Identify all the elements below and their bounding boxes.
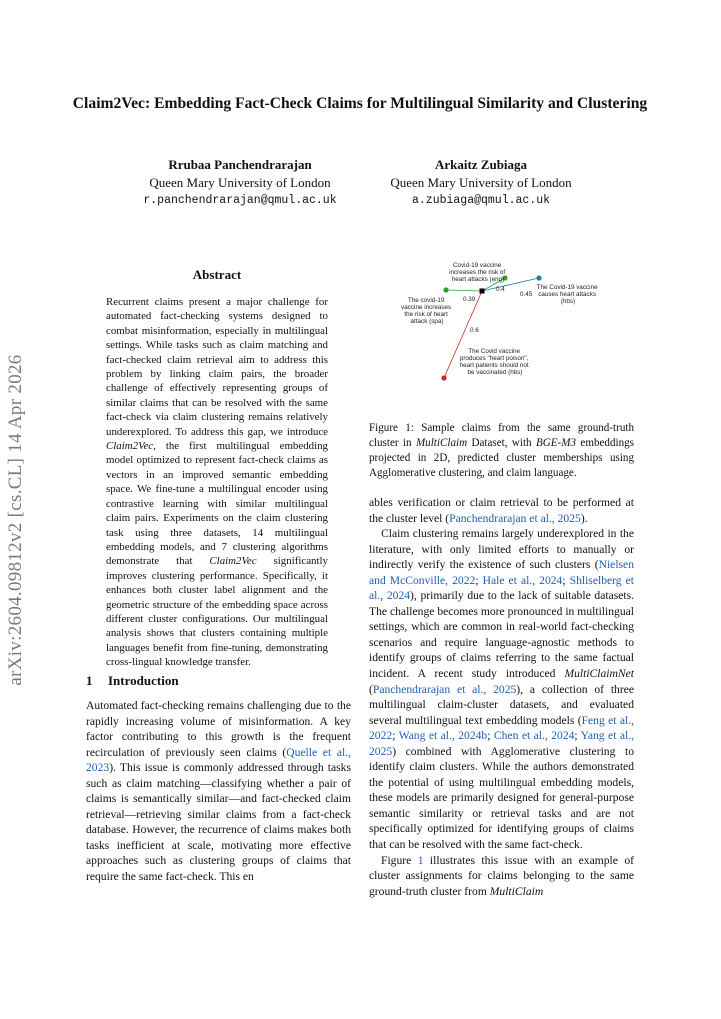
citation-link[interactable]: Yang et al., 2025 — [369, 729, 635, 758]
intro-paragraph-left: Automated fact-checking remains challenging due to the rapidly increasing volume of misinformation. A key factor contributing to this growth is the frequent recirculation of previously seen claims (Quelle et al., 2023). This issue is commonly addressed through tasks such as claim matching—classifying whether a pair of claims is semantically similar—and fact-checked claim retrieval—retrieving similar claims from a fact-check database. However, the recurrence of claims makes both tasks inefficient at scale, motivating more effective approaches such as clustering groups of claims that require the same fact-check. This en — [86, 699, 351, 884]
figure-reference-link[interactable]: 1 — [417, 853, 424, 867]
author-email[interactable]: r.panchendrarajan@qmul.ac.uk — [143, 194, 337, 207]
figure-1 — [400, 258, 620, 388]
abstract-body: Recurrent claims present a major challenge for automated fact-checking systems designed to combat misinformation, especially in multilingual settings. While tasks such as claim matching and fact-checked claim retrieval aim to address this problem by linking claim pairs, the broader challenge of effectively representing groups of similar claims that can be resolved with the same fact-check via claim clustering remains relatively underexplored. To address this gap, we introduce Claim2Vec, the first multilingual embedding model optimized to represent fact-check claims as vectors in an improved semantic embedding space. We fine-tune a multilingual encoder using contrastive learning with similar multilingual claim pairs. Experiments on the claim clustering task using three datasets, 14 multilingual embedding models, and 7 clustering algorithms demonstrate that Claim2Vec significantly improves clustering performance. Specifically, it enhances both cluster label alignment and the geometric structure of the embedding space across different cluster configurations. Our multilingual analysis shows that clusters containing multiple languages benefit from fine-tuning, demonstrating cross-lingual knowledge transfer. — [106, 296, 328, 669]
citation-link[interactable]: Feng et al., 2022 — [369, 713, 635, 743]
citation-link[interactable]: Quelle et al., 2023 — [86, 745, 351, 775]
section-number: 1 — [86, 673, 93, 688]
distance-label: 0.39 — [463, 296, 476, 303]
author-email[interactable]: a.zubiaga@qmul.ac.uk — [411, 194, 551, 207]
author-2 — [361, 156, 601, 210]
section-heading-introduction — [86, 673, 356, 689]
claim-label: The Covid vaccine produces "heart poison", heart patients should not be vaccinated (hbs) — [459, 348, 529, 376]
claim-label: Covid-19 vaccine increases the risk of heart attacks (eng) — [449, 262, 506, 283]
author-affiliation: Queen Mary University of London — [390, 175, 572, 190]
intro-paragraph-right: ables verification or claim retrieval to be performed at the cluster level (Panchendrarajan et al., 2025). Claim clustering remains largely underexplored in the literature, with only limited efforts to manually or indirectly verify the existence of such clusters (Nielsen and McConville, 2022; Hale et al., 2024; Shliselberg et al., 2024), primarily due to the lack of suitable datasets. The challenge becomes more pronounced in multilingual settings, which are common in real-world fact-checking scenarios and require language-agnostic methods to identify groups of claims referring to the same factual incident. A recent study introduced MultiClaimNet (Panchendrarajan et al., 2025), a collection of three multilingual claim-cluster datasets, and evaluated several multilingual text embedding models (Feng et al., 2022; Wang et al., 2024b; Chen et al., 2024; Yang et al., 2025) combined with Agglomerative clustering to identify claim clusters. While the authors demonstrated the potential of using multilingual embedding models, these models are primarily designed for general-purpose semantic similarity or retrieval tasks and are not specifically optimized for identifying groups of claims that can be resolved with the same fact-check. Figure 1 illustrates this issue with an example of cluster assignments for claims belonging to the same ground-truth cluster from MultiClaim — [369, 496, 635, 898]
distance-label: 0.45 — [520, 291, 533, 298]
claim-point — [536, 275, 541, 280]
author-name: Arkaitz Zubiaga — [434, 157, 528, 172]
distance-label: 0.6 — [470, 327, 479, 334]
section-title: Introduction — [108, 673, 179, 688]
author-affiliation: Queen Mary University of London — [149, 175, 331, 190]
citation-link[interactable]: Chen et al., 2024 — [493, 729, 575, 743]
claim-point — [441, 375, 446, 380]
abstract-heading: Abstract — [192, 267, 242, 282]
claim-label: The Covid-19 vaccine causes heart attacks (hbs) — [536, 284, 598, 305]
edge-claim-3 — [446, 290, 482, 291]
figure-caption: Figure 1: Sample claims from the same ground-truth cluster in MultiClaim Dataset, with BGE-M3 embeddings projected in 2D, predicted cluster memberships using Agglomerative clustering, and claim language. — [369, 422, 635, 479]
citation-link[interactable]: Panchendrarajan et al., 2025 — [372, 682, 517, 696]
claim-label: The covid-19 vaccine increases the risk of heart attack (spa) — [401, 297, 452, 325]
citation-link[interactable]: Wang et al., 2024b — [398, 729, 488, 743]
citation-link[interactable]: Panchendrarajan et al., 2025 — [449, 511, 581, 525]
citation-link[interactable]: Shliselberg et al., 2024 — [369, 573, 634, 603]
author-1 — [120, 156, 360, 210]
distance-label: 0.4 — [496, 286, 505, 293]
citation-link[interactable]: Hale et al., 2024 — [482, 573, 563, 587]
paper-title: Claim2Vec: Embedding Fact-Check Claims for Multilingual Similarity and Clustering — [72, 95, 648, 112]
claim-point — [443, 287, 448, 292]
citation-link[interactable]: Nielsen and McConville, 2022 — [369, 558, 634, 587]
cluster-centroid — [480, 289, 485, 294]
cluster-embedding-plot — [400, 258, 620, 388]
author-name: Rrubaa Panchendrarajan — [168, 157, 312, 172]
